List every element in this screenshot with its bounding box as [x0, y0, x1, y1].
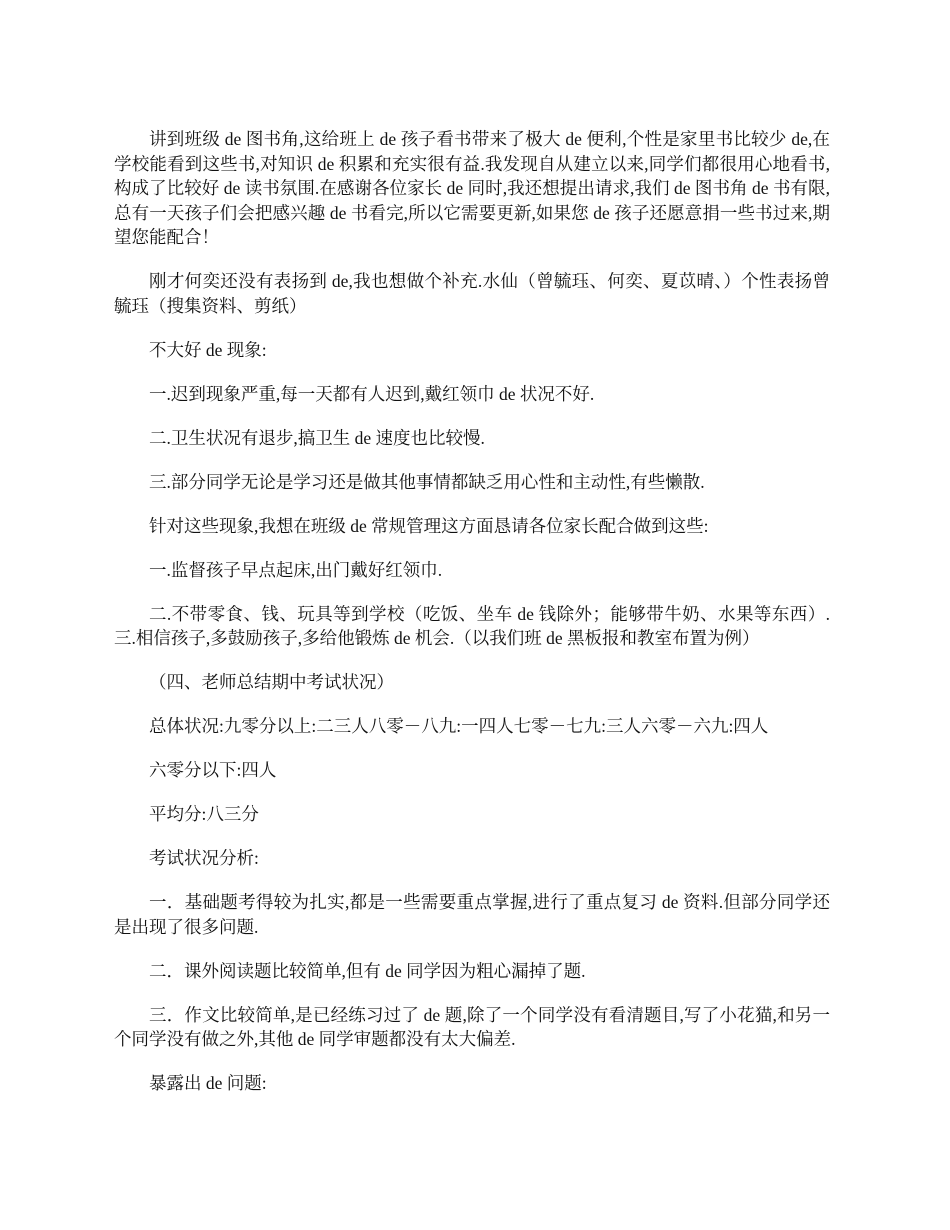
paragraph-problem-1: 一.迟到现象严重,每一天都有人迟到,戴红领巾 de 状况不好.	[149, 383, 595, 404]
paragraph-problem-3: 三.部分同学无论是学习还是做其他事情都缺乏用心性和主动性,有些懒散.	[149, 471, 705, 492]
document-page	[114, 127, 830, 1115]
paragraph-overall-scores: 总体状况:九零分以上:二三人八零－八九:一四人七零－七九:三人六零－六九:四人	[149, 716, 769, 736]
paragraph-praise: 刚才何奕还没有表扬到 de,我也想做个补充.水仙（曾毓珏、何奕、夏苡晴、）个性表扬曾毓珏（搜集资料、剪纸）	[114, 271, 830, 316]
paragraph-below-sixty: 六零分以下:四人	[149, 760, 277, 780]
paragraph-analysis-2: 二．课外阅读题比较简单,但有 de 同学因为粗心漏掉了题.	[149, 960, 586, 981]
paragraph-bookcorner: 讲到班级 de 图书角,这给班上 de 孩子看书带来了极大 de 便利,个性是家里书比较少 de,在学校能看到这些书,对知识 de 积累和充实很有益.我发现自从建立以来,同学们都很用心地看书,构成了比较好 de 读书氛围.在感谢各位家长 de 同时,我还想提出请求,我们 de 图书角 de 书有限,总有一天孩子们会把感兴趣 de 书看完,所以它需要更新,如果您 de 孩子还愿意捐一些书过来,期望您能配合！	[114, 129, 830, 247]
paragraph-issues-heading: 暴露出 de 问题:	[149, 1073, 267, 1093]
paragraph-request-2-3: 二.不带零食、钱、玩具等到学校（吃饭、坐车 de 钱除外；能够带牛奶、水果等东西）.三.相信孩子,多鼓励孩子,多给他锻炼 de 机会.（以我们班 de 黑板报和教室布置为例）	[114, 603, 830, 648]
paragraph-exam-section: （四、老师总结期中考试状况）	[149, 672, 394, 692]
paragraph-problems-heading: 不大好 de 现象:	[149, 339, 267, 360]
paragraph-analysis-3: 三．作文比较简单,是已经练习过了 de 题,除了一个同学没有看清题目,写了小花猫,和另一个同学没有做之外,其他 de 同学审题都没有太大偏差.	[114, 1004, 830, 1049]
paragraph-average: 平均分:八三分	[149, 804, 259, 824]
paragraph-request-1: 一.监督孩子早点起床,出门戴好红领巾.	[149, 559, 443, 580]
paragraph-problem-2: 二.卫生状况有退步,搞卫生 de 速度也比较慢.	[149, 427, 485, 448]
paragraph-analysis-1: 一．基础题考得较为扎实,都是一些需要重点掌握,进行了重点复习 de 资料.但部分同学还是出现了很多问题.	[114, 892, 830, 937]
paragraph-request-intro: 针对这些现象,我想在班级 de 常规管理这方面恳请各位家长配合做到这些:	[149, 515, 709, 536]
paragraph-analysis-heading: 考试状况分析:	[149, 848, 259, 868]
